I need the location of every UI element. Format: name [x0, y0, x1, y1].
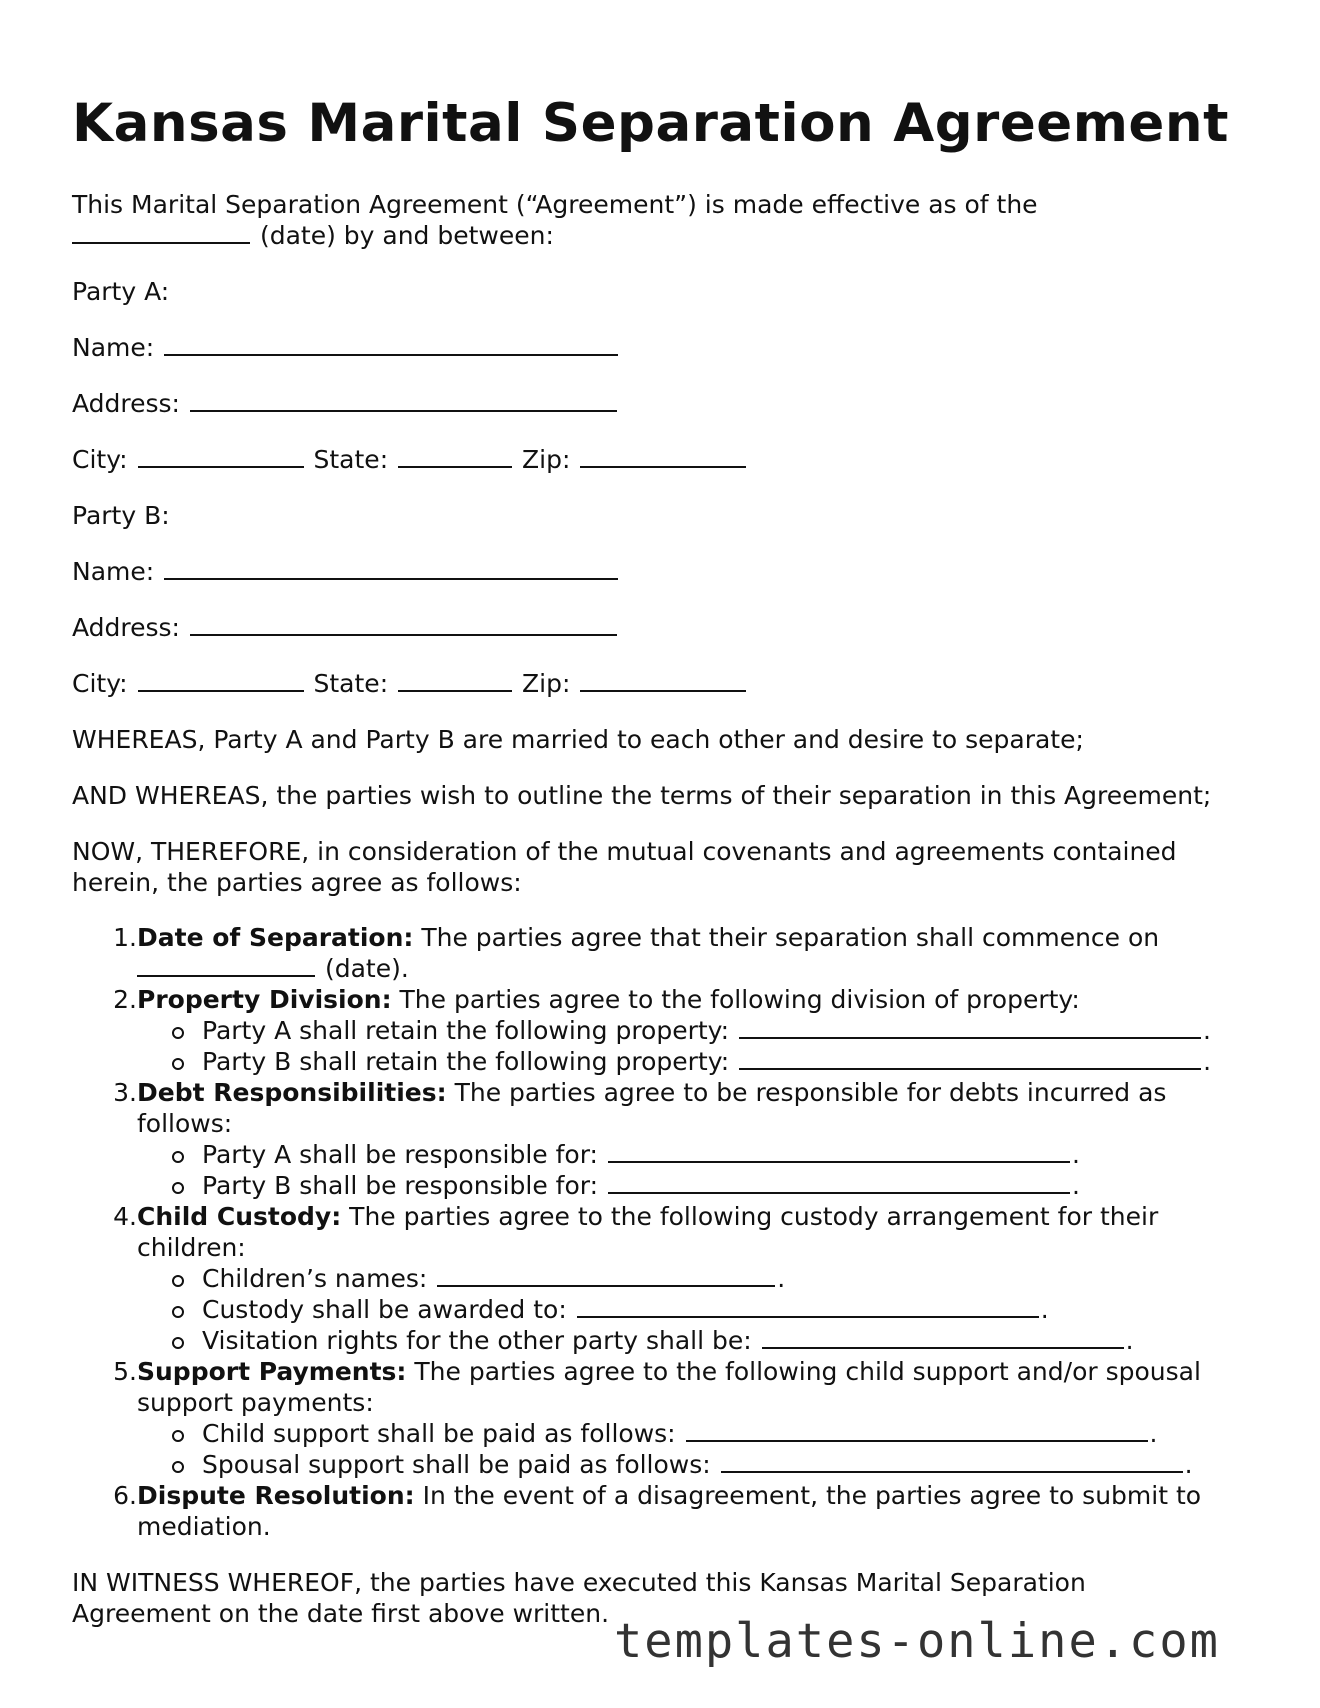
item-number-5: 5.	[113, 1357, 137, 1386]
party-b-heading: Party B:	[72, 501, 170, 530]
intro-line-1: This Marital Separation Agreement (“Agreement”) is made effective as of the	[72, 190, 1038, 219]
now-therefore-line-2: herein, the parties agree as follows:	[72, 868, 522, 897]
party-a-address-field[interactable]	[190, 388, 617, 412]
item-4-sub-1: Children’s names: .	[202, 1264, 786, 1293]
party-a-address-row: Address:	[72, 388, 619, 419]
witness-line-1: IN WITNESS WHEREOF, the parties have executed this Kansas Marital Separation	[72, 1568, 1086, 1597]
party-b-city-row: City: State: Zip:	[72, 668, 748, 699]
party-b-address-field[interactable]	[190, 612, 617, 636]
child-support-field[interactable]	[686, 1418, 1148, 1442]
party-b-state-field[interactable]	[398, 668, 512, 692]
item-number-2: 2.	[113, 985, 137, 1014]
item-1-line-1: Date of Separation: The parties agree that their separation shall commence on	[137, 923, 1160, 952]
item-3-sub-1: Party A shall be responsible for: .	[202, 1140, 1080, 1169]
party-b-debt-field[interactable]	[608, 1170, 1070, 1194]
party-a-property-field[interactable]	[739, 1015, 1201, 1039]
item-number-1: 1.	[113, 923, 137, 952]
bullet-icon	[172, 1430, 184, 1442]
effective-date-blank[interactable]	[72, 220, 250, 244]
item-number-3: 3.	[113, 1078, 137, 1107]
bullet-icon	[172, 1182, 184, 1194]
bullet-icon	[172, 1058, 184, 1070]
party-b-zip-field[interactable]	[580, 668, 746, 692]
party-a-city-row: City: State: Zip:	[72, 444, 748, 475]
document-title: Kansas Marital Separation Agreement	[72, 93, 1229, 154]
visitation-rights-field[interactable]	[762, 1325, 1124, 1349]
item-2-line-1: Property Division: The parties agree to the following division of property:	[137, 985, 1080, 1014]
party-b-property-field[interactable]	[739, 1046, 1201, 1070]
party-a-city-field[interactable]	[138, 444, 304, 468]
item-2-sub-2: Party B shall retain the following property: .	[202, 1047, 1212, 1076]
bullet-icon	[172, 1337, 184, 1349]
separation-date-blank[interactable]	[137, 953, 315, 977]
item-2-sub-1: Party A shall retain the following property: .	[202, 1016, 1211, 1045]
party-a-heading: Party A:	[72, 277, 170, 306]
party-a-zip-field[interactable]	[580, 444, 746, 468]
children-names-field[interactable]	[437, 1263, 775, 1287]
bullet-icon	[172, 1151, 184, 1163]
watermark: templates-online.com	[614, 1614, 1220, 1669]
party-b-name-row: Name:	[72, 556, 620, 587]
party-a-state-field[interactable]	[398, 444, 512, 468]
item-5-line-1: Support Payments: The parties agree to the following child support and/or spousal	[137, 1357, 1201, 1386]
bullet-icon	[172, 1275, 184, 1287]
witness-line-2: Agreement on the date first above written.	[72, 1599, 610, 1628]
bullet-icon	[172, 1461, 184, 1473]
item-number-4: 4.	[113, 1202, 137, 1231]
item-number-6: 6.	[113, 1481, 137, 1510]
whereas-1: WHEREAS, Party A and Party B are married to each other and desire to separate;	[72, 725, 1084, 754]
spousal-support-field[interactable]	[721, 1449, 1183, 1473]
item-3-line-1: Debt Responsibilities: The parties agree to be responsible for debts incurred as	[137, 1078, 1167, 1107]
item-6-line-1: Dispute Resolution: In the event of a disagreement, the parties agree to submit to	[137, 1481, 1202, 1510]
party-b-city-field[interactable]	[138, 668, 304, 692]
item-4-line-1: Child Custody: The parties agree to the following custody arrangement for their	[137, 1202, 1159, 1231]
item-5-sub-1: Child support shall be paid as follows: .	[202, 1419, 1158, 1448]
now-therefore-line-1: NOW, THEREFORE, in consideration of the mutual covenants and agreements contained	[72, 837, 1177, 866]
party-b-name-field[interactable]	[164, 556, 618, 580]
item-3-sub-2: Party B shall be responsible for: .	[202, 1171, 1080, 1200]
whereas-2: AND WHEREAS, the parties wish to outline the terms of their separation in this Agreement;	[72, 781, 1212, 810]
item-3-line-2: follows:	[137, 1109, 233, 1138]
party-a-debt-field[interactable]	[608, 1139, 1070, 1163]
intro-line-2: (date) by and between:	[72, 220, 554, 251]
bullet-icon	[172, 1027, 184, 1039]
item-5-line-2: support payments:	[137, 1388, 374, 1417]
item-4-sub-3: Visitation rights for the other party shall be: .	[202, 1326, 1134, 1355]
item-4-line-2: children:	[137, 1233, 246, 1262]
party-a-name-field[interactable]	[164, 332, 618, 356]
item-6-line-2: mediation.	[137, 1512, 271, 1541]
bullet-icon	[172, 1306, 184, 1318]
item-5-sub-2: Spousal support shall be paid as follows: .	[202, 1450, 1193, 1479]
item-1-line-2: (date).	[137, 953, 409, 984]
party-a-name-row: Name:	[72, 332, 620, 363]
party-b-address-row: Address:	[72, 612, 619, 643]
custody-awarded-field[interactable]	[577, 1294, 1039, 1318]
item-4-sub-2: Custody shall be awarded to: .	[202, 1295, 1049, 1324]
